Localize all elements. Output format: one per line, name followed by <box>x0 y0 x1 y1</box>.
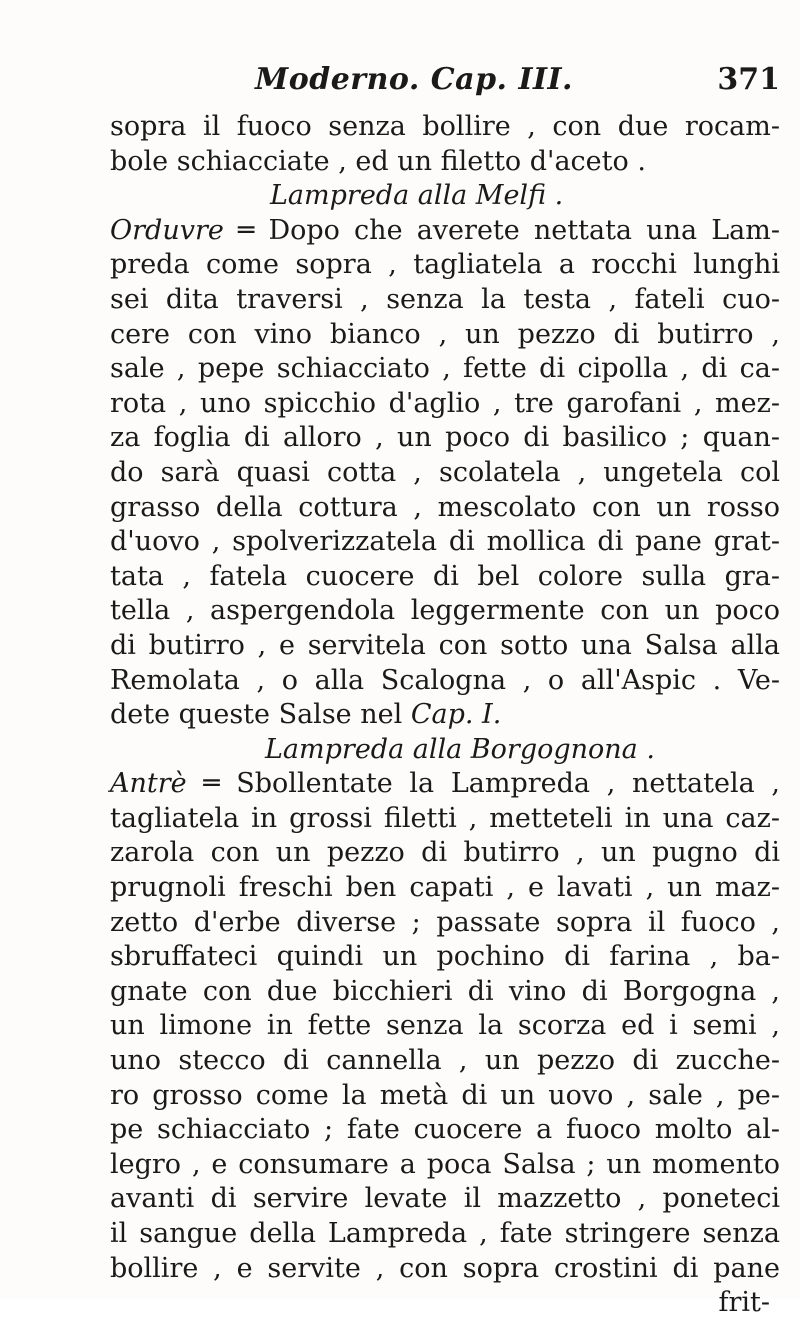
text-line: sopra il fuoco senza bollire , con due rocam- <box>110 111 780 142</box>
text-line <box>110 698 780 733</box>
page-header <box>110 62 780 102</box>
catchword: frit- <box>718 1287 770 1319</box>
text-line: cere con vino bianco , un pezzo di butirro , <box>110 318 780 350</box>
text-line: uno stecco di cannella , un pezzo di zucche- <box>110 1045 780 1077</box>
text-line: preda come sopra , tagliatela a rocchi lunghi <box>110 249 780 281</box>
text-line: rota , uno spicchio d'aglio , tre garofani , mez- <box>110 387 780 419</box>
text-line: gnate con due bicchieri di vino di Borgogna , <box>110 975 780 1007</box>
text-line: zetto d'erbe diverse ; passate sopra il fuoco , <box>110 906 780 938</box>
text-line: sei dita traversi , senza la testa , fateli cuo- <box>110 283 780 315</box>
text-line: pe schiacciato ; fate cuocere a fuoco molto al- <box>110 1114 780 1146</box>
text-line-rest: ═ Sbollentate la Lampreda , nettatela , <box>186 768 780 800</box>
text-line-rest: ═ Dopo che averete nettata una Lam- <box>223 214 780 246</box>
recipe-heading: Lampreda alla Melfi . <box>270 180 564 212</box>
text-line <box>110 767 780 802</box>
body-text <box>110 110 780 1321</box>
text-line: di butirro , e servitela con sotto una Salsa alla <box>110 629 780 661</box>
text-line: d'uovo , spolverizzatela di mollica di pane grat- <box>110 526 780 558</box>
text-line: avanti di servire levate il mazzetto , poneteci <box>110 1183 780 1215</box>
course-label: Orduvre <box>110 214 224 246</box>
text-line: legro , e consumare a poca Salsa ; un momento <box>110 1148 780 1180</box>
text-line: bollire , e servite , con sopra crostini di pane <box>110 1252 780 1284</box>
text-line: prugnoli freschi ben capati , e lavati , un maz- <box>110 872 780 904</box>
running-head: Moderno. Cap. III. <box>255 62 573 97</box>
text-line: tata , fatela cuocere di bel colore sulla gra- <box>110 560 780 592</box>
text-line: tella , aspergendola leggermente con un poco <box>110 595 780 627</box>
text-line: ro grosso come la metà di un uovo , sale , pe- <box>110 1079 780 1111</box>
page-number: 371 <box>717 62 780 97</box>
text-line: il sangue della Lampreda , fate stringere senza <box>110 1218 780 1249</box>
text-line: za foglia di alloro , un poco di basilico ; quan- <box>110 422 780 454</box>
text-line: bole schiacciate , ed un filetto d'aceto . <box>110 145 646 177</box>
text-line: sbruffateci quindi un pochino di farina , ba- <box>110 941 780 973</box>
recipe-heading: Lampreda alla Borgognona . <box>265 733 655 765</box>
text-line: tagliatela in grossi filetti , metteteli in una caz- <box>110 802 780 834</box>
text-line: grasso della cottura , mescolato con un rosso <box>110 491 780 523</box>
chapter-reference: Cap. I. <box>410 699 502 731</box>
text-line: sale , pepe schiacciato , fette di cipolla , di ca- <box>110 353 780 385</box>
course-label: Antrè <box>110 768 187 800</box>
text-line: do sarà quasi cotta , scolatela , ungetela col <box>110 456 780 488</box>
text-line <box>110 214 780 249</box>
text-line: un limone in fette senza la scorza ed i semi , <box>110 1010 780 1042</box>
text-line: Remolata , o alla Scalogna , o all'Aspic . Ve- <box>110 664 780 696</box>
text-line: zarola con un pezzo di butirro , un pugno di <box>110 837 780 869</box>
text-line-start: dete queste Salse nel <box>110 699 411 731</box>
